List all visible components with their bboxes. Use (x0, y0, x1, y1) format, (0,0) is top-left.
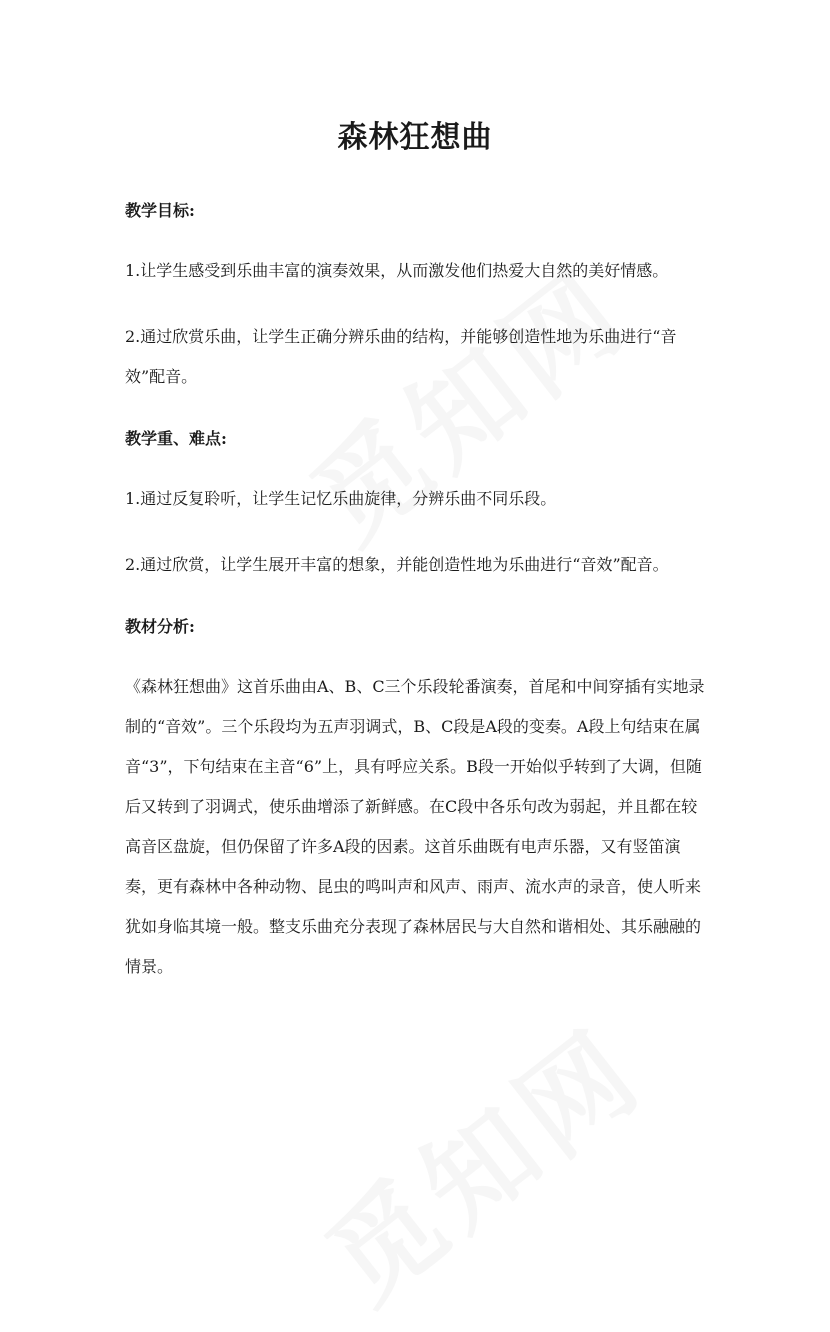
watermark-bottom (290, 986, 671, 1332)
key-point-paragraph-2: 2.通过欣赏，让学生展开丰富的想象，并能创造性地为乐曲进行“音效”配音。 (125, 555, 669, 574)
section-heading-key-points: 教学重、难点: (125, 429, 227, 448)
document-title: 森林狂想曲 (337, 120, 493, 155)
key-point-paragraph-1: 1.通过反复聆听，让学生记忆乐曲旋律，分辨乐曲不同乐段。 (125, 489, 557, 508)
objective-paragraph-1: 1.让学生感受到乐曲丰富的演奏效果，从而激发他们热爱大自然的美好情感。 (125, 261, 669, 280)
section-heading-analysis: 教材分析: (125, 617, 195, 636)
objective-paragraph-2: 2.通过欣赏乐曲，让学生正确分辨乐曲的结构，并能够创造性地为乐曲进行“音效”配音。 (125, 327, 677, 386)
section-heading-objectives: 教学目标: (125, 201, 195, 220)
analysis-paragraph: 《森林狂想曲》这首乐曲由A、B、C三个乐段轮番演奏，首尾和中间穿插有实地录制的“音效”。三个乐段均为五声羽调式，B、C段是A段的变奏。A段上句结束在属音“3”，下句结束在主音“6”上，具有呼应关系。B段一开始似乎转到了大调，但随后又转到了羽调式，使乐曲增添了新鲜感。在C段中各乐句改为弱起，并且都在较高音区盘旋，但仍保留了许多A段的因素。这首乐曲既有电声乐器，又有竖笛演奏，更有森林中各种动物、昆虫的鸣叫声和风声、雨声、流水声的录音，使人听来犹如身临其境一般。整支乐曲充分表现了森林居民与大自然和谐相处、其乐融融的情景。 (125, 677, 705, 976)
document-body (125, 195, 710, 987)
